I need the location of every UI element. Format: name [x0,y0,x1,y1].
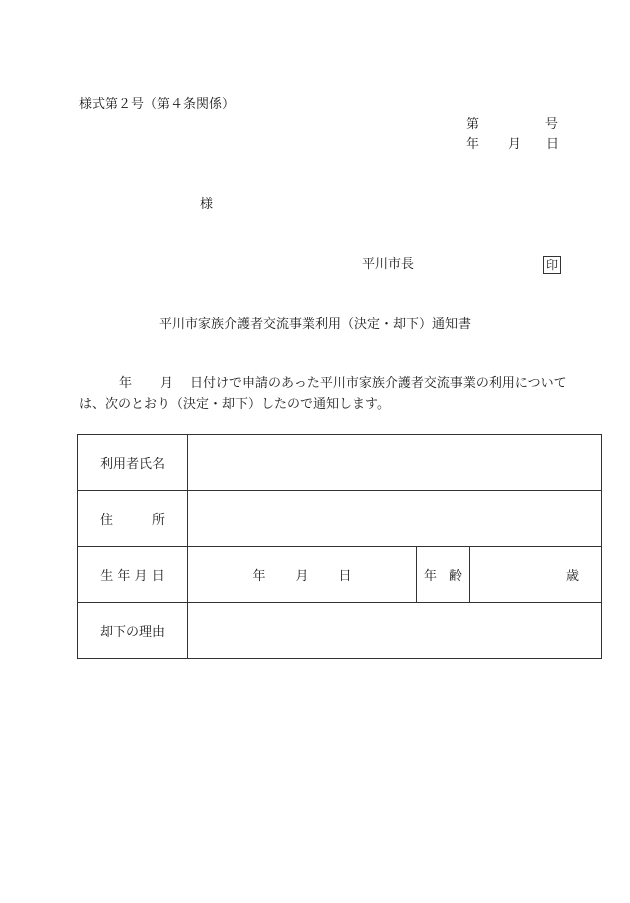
age-label [417,547,470,603]
table-row [78,603,602,659]
age-label-char-1: 年 [423,569,437,584]
age-field[interactable] [470,547,602,603]
birthdate-label: 生 年 月 日 [78,547,188,603]
birthdate-field[interactable] [188,547,417,603]
body-year: 年 [119,376,133,391]
birth-month-unit: 月 [295,569,309,584]
table-row [78,547,602,603]
address-label-char-2: 所 [152,513,166,528]
body-month: 月 [160,376,174,391]
seal-mark: 印 [543,256,561,274]
form-number: 様式第２号（第４条関係） [79,97,236,112]
issue-date-day: 日 [546,137,560,152]
document-number-suffix: 号 [545,117,559,132]
addressee-honorific: 様 [200,197,214,212]
document-number-prefix: 第 [466,117,480,132]
table-row [78,435,602,491]
document-title: 平川市家族介護者交流事業利用（決定・却下）通知書 [158,317,471,332]
body-line-2: は、次のとおり（決定・却下）したので通知します。 [79,397,390,412]
age-label-char-2: 齢 [449,569,463,584]
address-field[interactable] [188,491,602,547]
rejection-reason-field[interactable] [188,603,602,659]
address-label-char-1: 住 [99,513,113,528]
body-line-1 [79,376,567,392]
table-row [78,491,602,547]
issue-date-year: 年 [466,137,480,152]
birth-day-unit: 日 [338,569,352,584]
body-line-1-text: 日付けで申請のあった平川市家族介護者交流事業の利用について [190,376,567,391]
user-name-label: 利用者氏名 [78,435,188,491]
application-info-table [77,434,602,659]
issue-date-month: 月 [508,137,522,152]
rejection-reason-label: 却下の理由 [78,603,188,659]
address-label [78,491,188,547]
age-unit: 歳 [566,569,580,584]
user-name-field[interactable] [188,435,602,491]
issuer-name: 平川市長 [362,257,415,272]
birth-year-unit: 年 [252,569,266,584]
